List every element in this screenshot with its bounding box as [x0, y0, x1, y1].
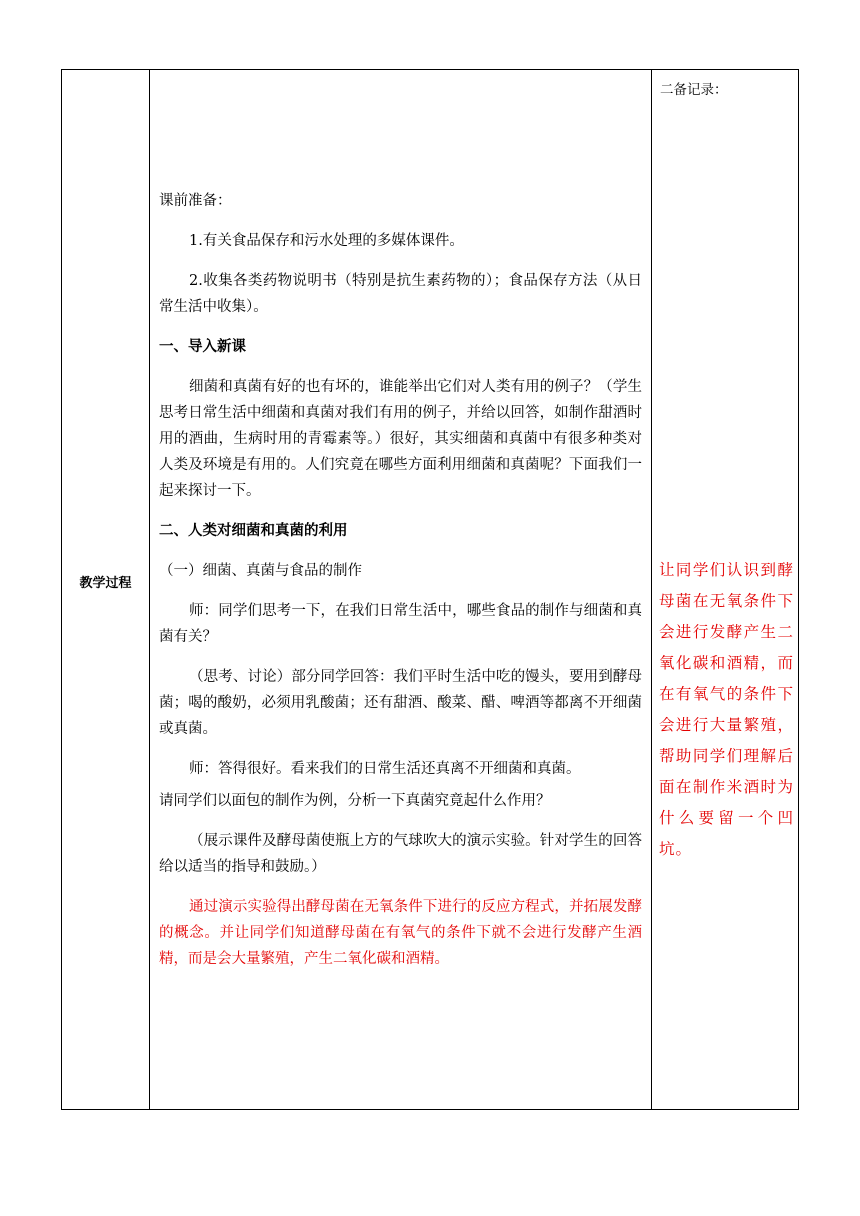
students-answer-1: （思考、讨论）部分同学回答：我们平时生活中吃的馒头，要用到酵母菌；喝的酸奶，必须用乳酸菌；还有甜酒、酸菜、醋、啤酒等都离不开细菌或真菌。	[159, 669, 642, 737]
column-divider	[149, 70, 150, 1109]
notes-title: 二备记录：	[660, 82, 728, 98]
prep-item-1: 1.有关食品保存和污水处理的多媒体课件。	[189, 233, 464, 249]
prep-title: 课前准备：	[159, 193, 232, 209]
notes-text: 让同学们认识到酵母菌在无氧条件下会进行发酵产生二氧化碳和酒精，而在有氧气的条件下会进行大量繁殖，帮助同学们理解后面在制作米酒时为什么要留一个凹坑。	[659, 561, 794, 858]
prep-item-2: 2.收集各类药物说明书（特别是抗生素药物的）；食品保存方法（从日常生活中收集）。	[159, 273, 642, 315]
section-heading-intro: 一、导入新课	[159, 339, 246, 355]
teacher-question-1: 师：同学们思考一下，在我们日常生活中，哪些食品的制作与细菌和真菌有关？	[159, 603, 642, 645]
intro-paragraph: 细菌和真菌有好的也有坏的，谁能举出它们对人类有用的例子？（学生思考日常生活中细菌和真菌对我们有用的例子，并给以回答，如制作甜酒时用的酒曲，生病时用的青霉素等。）很好，其实细菌和真菌中有很多种类对人类及环境是有用的。人们究竟在哪些方面利用细菌和真菌呢？下面我们一起来探讨一下。	[159, 379, 642, 499]
row-label-teaching-process: 教学过程	[79, 576, 132, 591]
lesson-plan-table	[61, 69, 799, 1110]
column-divider	[651, 70, 652, 1109]
teacher-question-2: 请同学们以面包的制作为例，分析一下真菌究竟起什么作用？	[159, 793, 551, 809]
section-heading-utilization: 二、人类对细菌和真菌的利用	[159, 523, 348, 539]
teacher-response-1: 师：答得很好。看来我们的日常生活还真离不开细菌和真菌。	[189, 761, 581, 777]
subsection-heading-food: （一）细菌、真菌与食品的制作	[159, 563, 362, 579]
demo-note: （展示课件及酵母菌使瓶上方的气球吹大的演示实验。针对学生的回答给以适当的指导和鼓励。）	[159, 833, 642, 875]
demo-conclusion: 通过演示实验得出酵母菌在无氧条件下进行的反应方程式，并拓展发酵的概念。并让同学们知道酵母菌在有氧气的条件下就不会进行发酵产生酒精，而是会大量繁殖，产生二氧化碳和酒精。	[159, 899, 642, 967]
lesson-content	[159, 188, 642, 986]
